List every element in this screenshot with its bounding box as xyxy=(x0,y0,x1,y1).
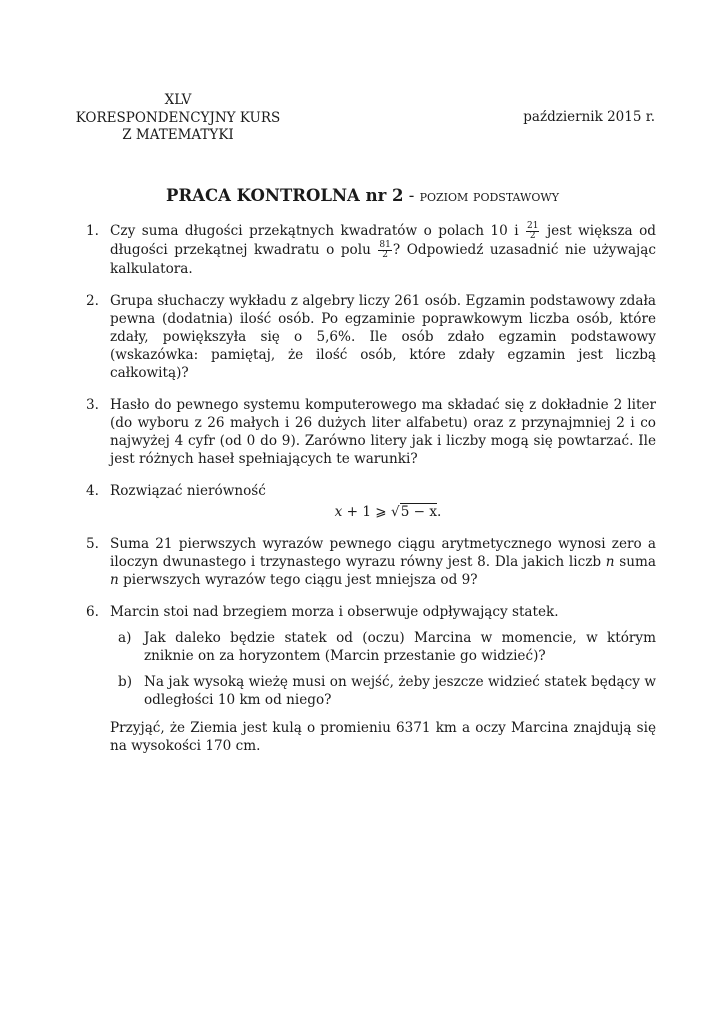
problem-text xyxy=(110,535,656,589)
problem-body xyxy=(110,482,656,521)
problem-number: 6. xyxy=(86,604,99,620)
text-segment: jest większa od długości przekątnej kwadratu o polu xyxy=(110,223,656,258)
title-main: PRACA KONTROLNA nr 2 xyxy=(166,186,404,205)
problem-body xyxy=(110,603,656,755)
problem-5 xyxy=(86,535,656,589)
header-roman-numeral: XLV xyxy=(164,92,192,108)
equation-operator: + 1 ⩾ √ xyxy=(342,504,400,520)
subproblem-text: Jak daleko będzie statek od (oczu) Marcina w momencie, w którym zniknie on za horyzontem (Marcin przestanie go widzieć)? xyxy=(144,630,656,664)
problem-text: Grupa słuchaczy wykładu z algebry liczy 261 osób. Egzamin podstawowy zdała pewna (dodatnia) ilość osób. Po egzaminie poprawkowym liczba osób, które zdały, powiększyła się o 5,6%. Ile osób zdało egzamin podstawowy (wskazówka: pamiętaj, że ilość osób, które zdały egzamin jest liczbą całkowitą)? xyxy=(110,293,656,381)
fraction xyxy=(378,241,391,260)
title-separator: - xyxy=(403,186,420,205)
math-variable: n xyxy=(605,554,615,570)
subproblem-label: a) xyxy=(118,630,132,646)
problem-number: 5. xyxy=(86,536,99,552)
problem-3 xyxy=(86,396,656,468)
text-segment: Suma 21 pierwszych wyrazów pewnego ciągu arytmetycznego wynosi zero a iloczyn dwunastego i trzynastego wyrazu równy jest 8. Dla jakich liczb xyxy=(110,536,656,570)
subproblem-text: Na jak wysoką wieżę musi on wejść, żeby jeszcze widzieć statek będący w odległości 10 km od niego? xyxy=(144,674,656,708)
problem-number: 4. xyxy=(86,483,99,499)
subproblem-a xyxy=(118,629,656,665)
course-header xyxy=(70,92,286,145)
text-segment: suma xyxy=(614,554,657,570)
text-segment: pierwszych wyrazów tego ciągu jest mniejsza od 9? xyxy=(118,572,478,588)
problem-number: 3. xyxy=(86,397,99,413)
problem-2 xyxy=(86,292,656,382)
problem-list xyxy=(86,222,656,769)
problem-4 xyxy=(86,482,656,521)
title-level: poziom podstawowy xyxy=(419,187,559,205)
problem-number: 2. xyxy=(86,293,99,309)
fraction-denominator: 2 xyxy=(382,250,389,260)
fraction-denominator: 2 xyxy=(529,231,536,241)
fraction-numerator: 21 xyxy=(527,221,539,231)
equation-end: . xyxy=(437,504,442,520)
problem-text: Marcin stoi nad brzegiem morza i obserwuje odpływający statek. xyxy=(110,604,559,620)
square-root-radicand: 5 − x xyxy=(400,504,438,520)
problem-text: Hasło do pewnego systemu komputerowego ma składać się z dokładnie 2 liter (do wyboru z 26 małych i 26 dużych liter alfabetu) oraz z przynajmniej 2 i co najwyżej 4 cyfr (od 0 do 9). Zarówno litery jak i liczby mogą się powtarzać. Ile jest różnych haseł spełniających te warunki? xyxy=(110,397,656,467)
text-segment: Czy suma długości przekątnych kwadratów o polach 10 i xyxy=(110,223,526,239)
problem-1 xyxy=(86,222,656,278)
subproblem-label: b) xyxy=(118,674,133,690)
inequality-equation xyxy=(110,503,656,521)
page-title xyxy=(0,186,725,205)
assumption-note: Przyjąć, że Ziemia jest kulą o promieniu 6371 km a oczy Marcina znajdują się na wysokości 170 cm. xyxy=(110,720,656,754)
header-subject: Z MATEMATYKI xyxy=(122,127,234,143)
problem-6 xyxy=(86,603,656,755)
problem-text xyxy=(110,222,656,278)
fraction xyxy=(526,222,539,241)
problem-text: Rozwiązać nierówność xyxy=(110,483,266,499)
fraction-numerator: 81 xyxy=(379,240,391,250)
problem-number: 1. xyxy=(86,223,99,239)
math-variable: n xyxy=(110,572,119,588)
header-course-name: KORESPONDENCYJNY KURS xyxy=(75,109,281,126)
header-date: październik 2015 r. xyxy=(523,109,655,125)
equation-variable: x xyxy=(334,504,343,520)
text-segment: ? Odpowiedź uzasadnić nie używając kalkulatora. xyxy=(110,242,656,277)
subproblem-b xyxy=(118,673,656,709)
